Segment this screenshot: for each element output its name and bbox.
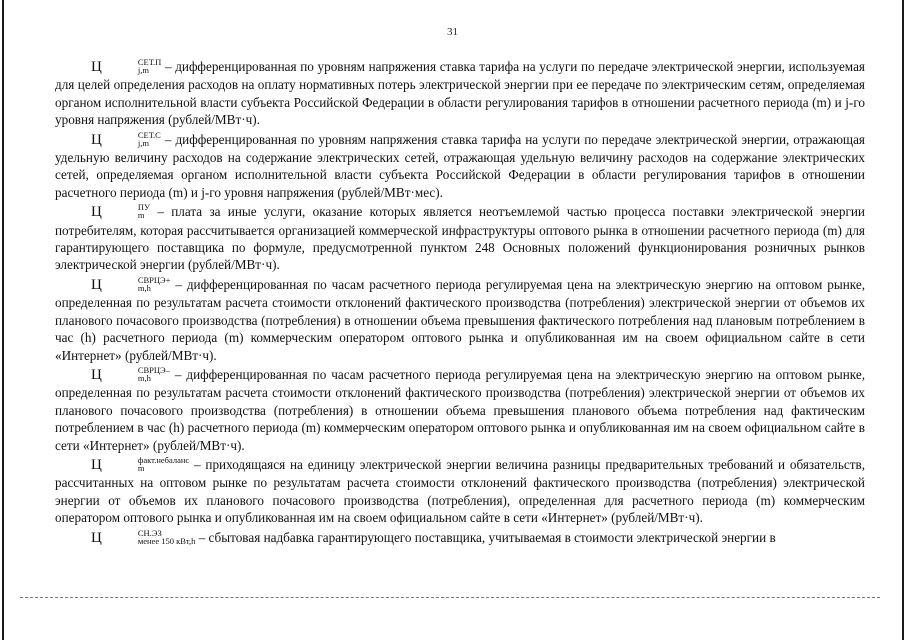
superscript: СЕТ.С [137,129,161,140]
paragraph-text: – дифференцированная по уровням напряжения ставка тарифа на услуги по передаче электрической энергии, используемая для целей определения расходов на оплату нормативных потерь электрической энергии при ее передаче по электрическим сетям, определяемая органом исполнительной власти субъекта Российской Федерации в области регулирования тарифов в отношении расчетного периода (m) и j-го уровня напряжения (рублей/МВт·ч). [55,59,865,128]
index-stack [102,203,150,219]
symbol-c: Ц [91,366,102,383]
paragraph-text: – сбытовая надбавка гарантирующего поставщика, учитываемая в стоимости электрической энергии в [195,529,776,545]
index-stack [102,58,161,74]
paragraph-text: – плата за иные услуги, оказание которых является неотъемлемой частью процесса поставки электрической энергии потребителям, которая рассчитывается организацией коммерческой инфраструктуры оптового рынка в отношении расчетного периода (m) для гарантирующего поставщика по формуле, предусмотренной пунктом 248 Основных положений функционирования розничных рынков электрической энергии (рублей/МВт·ч). [55,204,865,273]
page-border-right [902,0,904,640]
superscript: СЕТ.П [137,56,162,67]
subscript: m,h [137,372,151,383]
paragraph-text: – приходящаяся на единицу электрической энергии величина разницы предварительных требований и обязательств, рассчитанных на оптовом рынке по результатам расчета стоимости отклонений фактического производства (потребления) электрической энергии от объемов их планового почасового производства (потребления), определенная для расчетного периода (m) коммерческим оператором оптового рынка и опубликованная им на своем официальном сайте в сети «Интернет» (рублей/МВт·ч). [55,456,865,526]
index-stack [102,366,170,382]
paragraph-sales-markup [55,529,865,547]
paragraph-tariff-maintenance [55,131,865,202]
paragraph-tariff-losses [55,58,865,129]
subscript: m,h [137,282,151,293]
paragraph-price-minus [55,366,865,454]
page-cut-line [20,597,880,598]
subscript: j,m [137,64,149,75]
superscript: СН.ЭЗ [137,527,162,538]
paragraph-price-plus [55,276,865,364]
superscript: СВРЦЭ– [137,364,170,375]
symbol-c: Ц [91,59,102,75]
symbol-c: Ц [91,276,102,293]
subscript: m [137,210,145,221]
symbol-c: Ц [91,131,102,148]
index-stack [102,131,161,147]
superscript: СВРЦЭ+ [137,274,171,285]
index-stack [102,456,189,472]
subscript: менее 150 кВт,h [137,535,196,546]
symbol-c: Ц [91,204,102,221]
paragraph-text: – дифференцированная по часам расчетного периода регулируемая цена на электрическую энергию на оптовом рынке, определенная по результатам расчета стоимости отклонений фактического производства (потребления) электрической энергии от объемов их планового почасового производства (потребления) в отношении объема превышения фактического потребления над плановым потреблением в час (h) расчетного периода (m) коммерческим оператором оптового рынка и опубликованная им на своем официальном сайте в сети «Интернет» (рублей/МВт·ч). [55,276,865,363]
paragraph-text: – дифференцированная по уровням напряжения ставка тарифа на услуги по передаче электрической энергии, отражающая удельную величину расходов на содержание электрических сетей, отражающая удельную величину расходов на содержание электрических сетей, определяемая органом исполнительной власти субъекта Российской Федерации в области регулирования тарифов в отношении расчетного периода (m) и j-го уровня напряжения (рублей/МВт·мес). [55,131,865,200]
symbol-c: Ц [91,456,102,473]
paragraph-other-services [55,203,865,274]
subscript: m [137,462,145,473]
index-stack [102,276,171,292]
symbol-c: Ц [91,529,102,546]
paragraph-text: – дифференцированная по часам расчетного периода регулируемая цена на электрическую энергию на оптовом рынке, определенная по результатам расчета стоимости отклонений фактического производства (потребления) электрической энергии от объемов их планового почасового производства (потребления) в отношении объема превышения планового объема потребления над фактическим потреблением в час (h) расчетного периода (m) коммерческим оператором оптового рынка и опубликованная им на своем официальном сайте в сети «Интернет» (рублей/МВт·ч). [55,366,865,453]
superscript: ПУ [137,202,151,213]
page-border-left [2,0,4,640]
index-stack [102,529,196,545]
subscript: j,m [137,137,149,148]
document-body [55,58,865,549]
paragraph-imbalance [55,456,865,527]
page-number: 31 [447,26,458,38]
superscript: факт.небаланс [137,454,190,465]
